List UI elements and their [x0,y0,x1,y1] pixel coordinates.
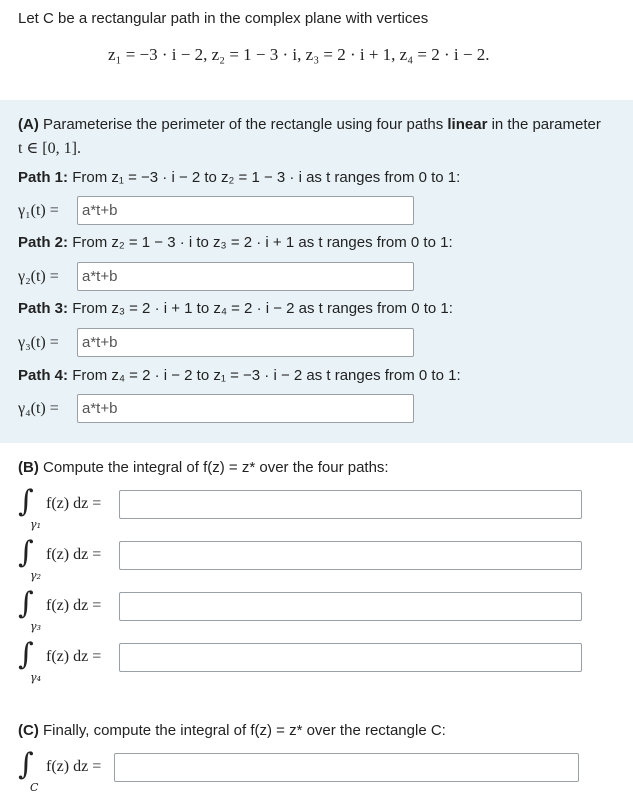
integral-body: f(z) dz = [46,758,102,775]
integral-subscript: γ₂ [30,569,41,582]
path-4-desc: From z₄ = 2 · i − 2 to z₁ = −3 · i − 2 as t ranges from 0 to 1: [72,367,461,384]
intro-text: Let C be a rectangular path in the complex plane with vertices [18,10,429,27]
integral-subscript: C [30,781,39,794]
gamma-4-input[interactable] [77,394,414,423]
integral-gamma-4-input[interactable] [119,643,582,672]
integral-body: f(z) dz = [46,597,102,614]
gamma-1-label: γ₁(t) = [18,202,59,219]
gamma-3-input[interactable] [77,328,414,357]
part-a-label: (A) [18,116,39,133]
path-4-prompt [18,367,461,384]
integral-subscript: γ₄ [30,671,41,684]
part-b-prompt [18,459,389,476]
path-4-label: Path 4: [18,367,69,384]
path-3-label: Path 3: [18,300,69,317]
part-b-text: Compute the integral of f(z) = z* over the four paths: [43,459,389,476]
part-c-text: Finally, compute the integral of f(z) = z* over the rectangle C: [43,722,446,739]
integral-body: f(z) dz = [46,648,102,665]
integral-body: f(z) dz = [46,546,102,563]
path-1-prompt [18,169,460,186]
part-a-prompt [18,116,601,133]
gamma-3-label: γ₃(t) = [18,334,59,351]
integral-gamma-4 [18,637,128,687]
integral-contour-c [18,747,128,797]
path-3-prompt [18,300,453,317]
integral-sign-icon: ∫ [18,747,34,782]
integral-body: f(z) dz = [46,495,102,512]
integral-gamma-3 [18,586,128,636]
integral-subscript: γ₁ [30,518,41,531]
part-a-bold-word: linear [447,116,488,133]
path-1-label: Path 1: [18,169,69,186]
integral-gamma-2-input[interactable] [119,541,582,570]
integral-c-input[interactable] [114,753,579,782]
path-2-prompt [18,234,453,251]
vertices-formula: z₁ = −3 · i − 2, z₂ = 1 − 3 · i, z₃ = 2 · i + 1, z₄ = 2 · i − 2. [108,45,490,64]
part-c-prompt [18,722,446,739]
integral-gamma-3-input[interactable] [119,592,582,621]
part-b-label: (B) [18,459,39,476]
path-3-desc: From z₃ = 2 · i + 1 to z₄ = 2 · i − 2 as t ranges from 0 to 1: [72,300,453,317]
integral-gamma-2 [18,535,128,585]
path-1-desc: From z₁ = −3 · i − 2 to z₂ = 1 − 3 · i as t ranges from 0 to 1: [72,169,461,186]
part-a-text-before: Parameterise the perimeter of the rectangle using four paths [43,116,444,133]
part-a-text-after: in the parameter [491,116,601,133]
path-2-desc: From z₂ = 1 − 3 · i to z₃ = 2 · i + 1 as t ranges from 0 to 1: [72,234,453,251]
gamma-2-input[interactable] [77,262,414,291]
integral-subscript: γ₃ [30,620,41,633]
part-c-label: (C) [18,722,39,739]
integral-sign-icon: ∫ [18,586,34,621]
gamma-2-label: γ₂(t) = [18,268,59,285]
gamma-4-label: γ₄(t) = [18,400,59,417]
path-2-label: Path 2: [18,234,69,251]
part-a-range: t ∈ [0, 1]. [18,140,81,157]
integral-gamma-1 [18,484,128,534]
integral-sign-icon: ∫ [18,637,34,672]
gamma-1-input[interactable] [77,196,414,225]
integral-sign-icon: ∫ [18,484,34,519]
integral-gamma-1-input[interactable] [119,490,582,519]
integral-sign-icon: ∫ [18,535,34,570]
